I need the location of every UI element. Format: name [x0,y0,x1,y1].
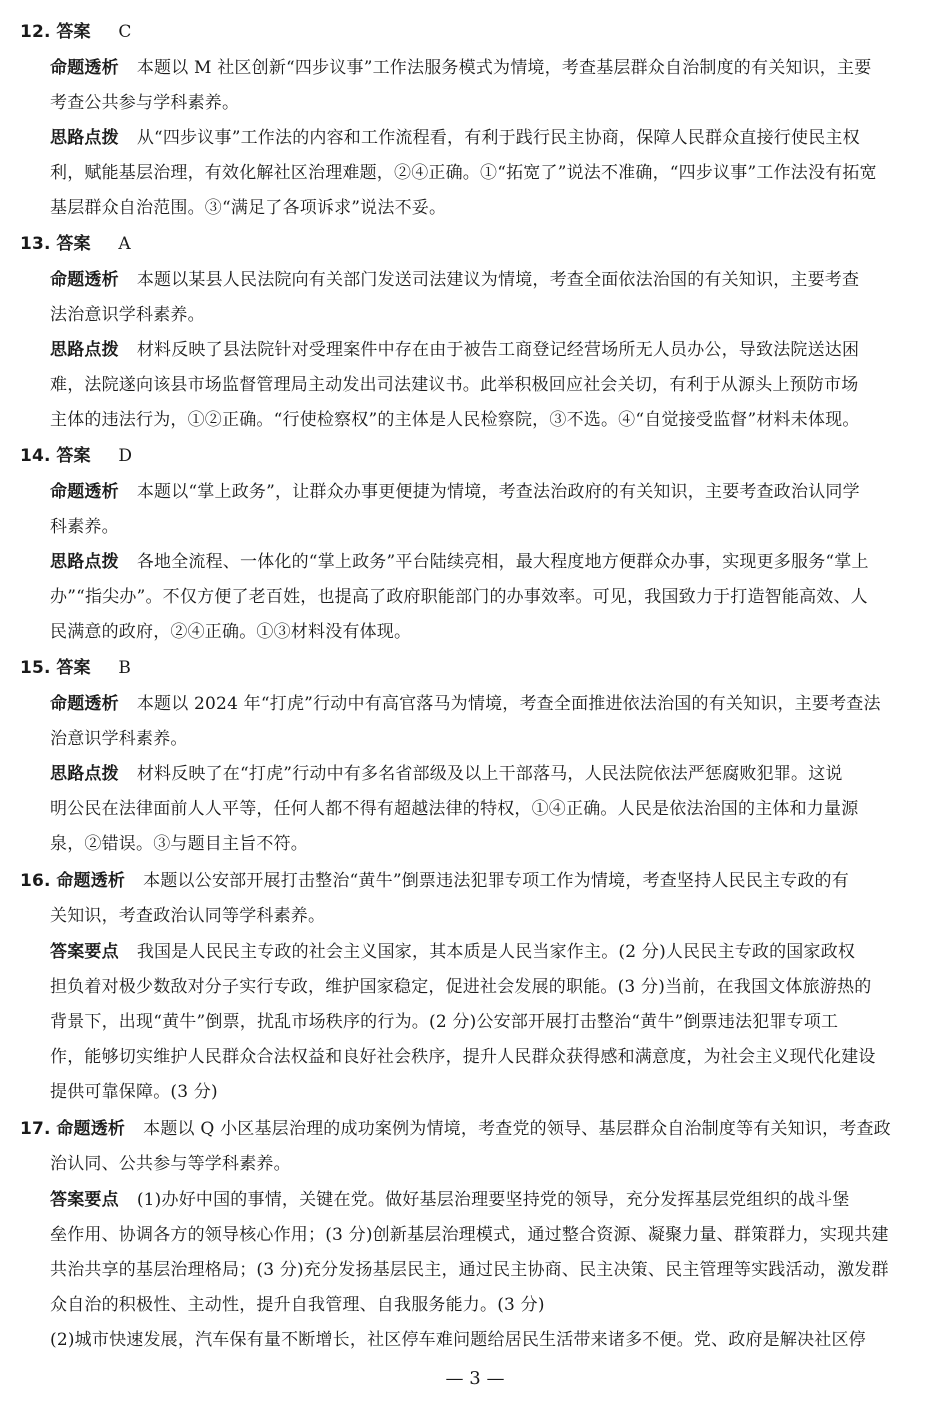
hint-text: 主体的违法行为，①②正确。“行使检察权”的主体是人民检察院，③不选。④“自觉接受监督”材料未体现。 [50,410,860,430]
hint-text: 办”“指尖办”。不仅方便了老百姓，也提高了政府职能部门的办事效率。可见，我国致力于打造智能高效、人 [50,587,868,607]
intent-text: 法治意识学科素养。 [50,305,205,325]
key-points-text: 背景下，出现“黄牛”倒票，扰乱市场秩序的行为。(2 分)公安部开展打击整治“黄牛”倒票违法犯罪专项工 [50,1012,839,1032]
hint-text: 泉，②错误。③与题目主旨不符。 [50,834,308,854]
answer-label: 答案 [56,234,91,254]
q12-answer-line [20,21,132,43]
hint-text: 民满意的政府，②④正确。①③材料没有体现。 [50,622,412,642]
key-points-text: 作，能够切实维护人民群众合法权益和良好社会秩序，提升人民群众获得感和满意度，为社会主义现代化建设 [50,1047,876,1067]
intent-text: 治意识学科素养。 [50,729,188,749]
q16-key-line [50,941,855,963]
question-number: 16. [20,871,51,891]
q15-answer-line [20,657,131,679]
intent-text: 关知识，考查政治认同等学科素养。 [50,906,326,926]
question-number: 17. [20,1119,51,1139]
key-points-text: 共治共享的基层治理格局；(3 分)充分发扬基层民主，通过民主协商、民主决策、民主管理等实践活动，激发群 [50,1260,889,1280]
question-number: 14. [20,446,51,466]
intent-text: 治认同、公共参与等学科素养。 [50,1154,291,1174]
answer-choice: A [118,234,131,254]
key-points-text: 垒作用、协调各方的领导核心作用；(3 分)创新基层治理模式，通过整合资源、凝聚力量、群策群力，实现共建 [50,1225,889,1245]
key-points-text: (2)城市快速发展，汽车保有量不断增长，社区停车难问题给居民生活带来诸多不便。党、政府是解决社区停 [50,1330,866,1350]
intent-text: 本题以某县人民法院向有关部门发送司法建议为情境，考查全面依法治国的有关知识，主要考查 [136,270,860,290]
answer-choice: C [118,22,132,42]
key-points-text: 众自治的积极性、主动性，提升自我管理、自我服务能力。(3 分) [50,1295,545,1315]
hint-text: 材料反映了县法院针对受理案件中存在由于被告工商登记经营场所无人员办公，导致法院送达困 [136,340,860,360]
question-number: 15. [20,658,51,678]
intent-label: 命题透析 [50,58,119,78]
key-points-label: 答案要点 [50,1190,119,1210]
q15-hint-line [50,763,843,785]
q14-answer-line [20,445,132,467]
hint-text: 从“四步议事”工作法的内容和工作流程看，有利于践行民主协商，保障人民群众直接行使民主权 [136,128,860,148]
key-points-text: 我国是人民民主专政的社会主义国家，其本质是人民当家作主。(2 分)人民民主专政的国家政权 [136,942,856,962]
q12-hint-line [50,127,860,149]
hint-label: 思路点拨 [50,128,119,148]
q14-intent-line [50,481,860,503]
q13-intent-line [50,269,859,291]
q12-intent-line [50,57,871,79]
hint-label: 思路点拨 [50,552,119,572]
intent-text: 本题以公安部开展打击整治“黄牛”倒票违法犯罪专项工作为情境，考查坚持人民民主专政的有 [143,871,849,891]
answer-label: 答案 [56,658,91,678]
hint-text: 各地全流程、一体化的“掌上政务”平台陆续亮相，最大程度地方便群众办事，实现更多服务“掌上 [136,552,869,572]
answer-label: 答案 [56,446,91,466]
q15-intent-line [50,693,881,715]
question-number: 12. [20,22,51,42]
q13-hint-line [50,339,859,361]
hint-label: 思路点拨 [50,340,119,360]
intent-text: 本题以 M 社区创新“四步议事”工作法服务模式为情境，考查基层群众自治制度的有关知识，主要 [136,58,872,78]
hint-text: 难，法院遂向该县市场监督管理局主动发出司法建议书。此举积极回应社会关切，有利于从源头上预防市场 [50,375,859,395]
hint-text: 利，赋能基层治理，有效化解社区治理难题，②④正确。①“拓宽了”说法不准确，“四步议事”工作法没有拓宽 [50,163,877,183]
answer-choice: D [118,446,133,466]
q14-hint-line [50,551,869,573]
intent-text: 本题以 Q 小区基层治理的成功案例为情境，考查党的领导、基层群众自治制度等有关知识，考查政 [143,1119,891,1139]
intent-text: 科素养。 [50,517,119,537]
answer-label: 答案 [56,22,91,42]
hint-text: 材料反映了在“打虎”行动中有多名省部级及以上干部落马，人民法院依法严惩腐败犯罪。这说 [136,764,843,784]
key-points-label: 答案要点 [50,942,119,962]
intent-text: 本题以 2024 年“打虎”行动中有高官落马为情境，考查全面推进依法治国的有关知识，主要考查法 [136,694,881,714]
page-number: — 3 — [445,1368,505,1389]
q16-intent-line [20,870,849,892]
hint-text: 明公民在法律面前人人平等，任何人都不得有超越法律的特权，①④正确。人民是依法治国的主体和力量源 [50,799,859,819]
question-number: 13. [20,234,51,254]
intent-text: 考查公共参与学科素养。 [50,93,240,113]
intent-label: 命题透析 [50,482,119,502]
intent-label: 命题透析 [50,270,119,290]
answer-choice: B [118,658,132,678]
q17-key-line [50,1189,850,1211]
intent-label: 命题透析 [50,694,119,714]
intent-label: 命题透析 [56,1119,126,1139]
q17-intent-line [20,1118,891,1140]
key-points-text: 担负着对极少数敌对分子实行专政，维护国家稳定，促进社会发展的职能。(3 分)当前，在我国文体旅游热的 [50,977,872,997]
key-points-text: (1)办好中国的事情，关键在党。做好基层治理要坚持党的领导，充分发挥基层党组织的战斗堡 [136,1190,850,1210]
key-points-text: 提供可靠保障。(3 分) [50,1082,218,1102]
intent-text: 本题以“掌上政务”，让群众办事更便捷为情境，考查法治政府的有关知识，主要考查政治认同学 [136,482,860,502]
intent-label: 命题透析 [56,871,126,891]
hint-label: 思路点拨 [50,764,119,784]
hint-text: 基层群众自治范围。③“满足了各项诉求”说法不妥。 [50,198,447,218]
q13-answer-line [20,233,131,255]
